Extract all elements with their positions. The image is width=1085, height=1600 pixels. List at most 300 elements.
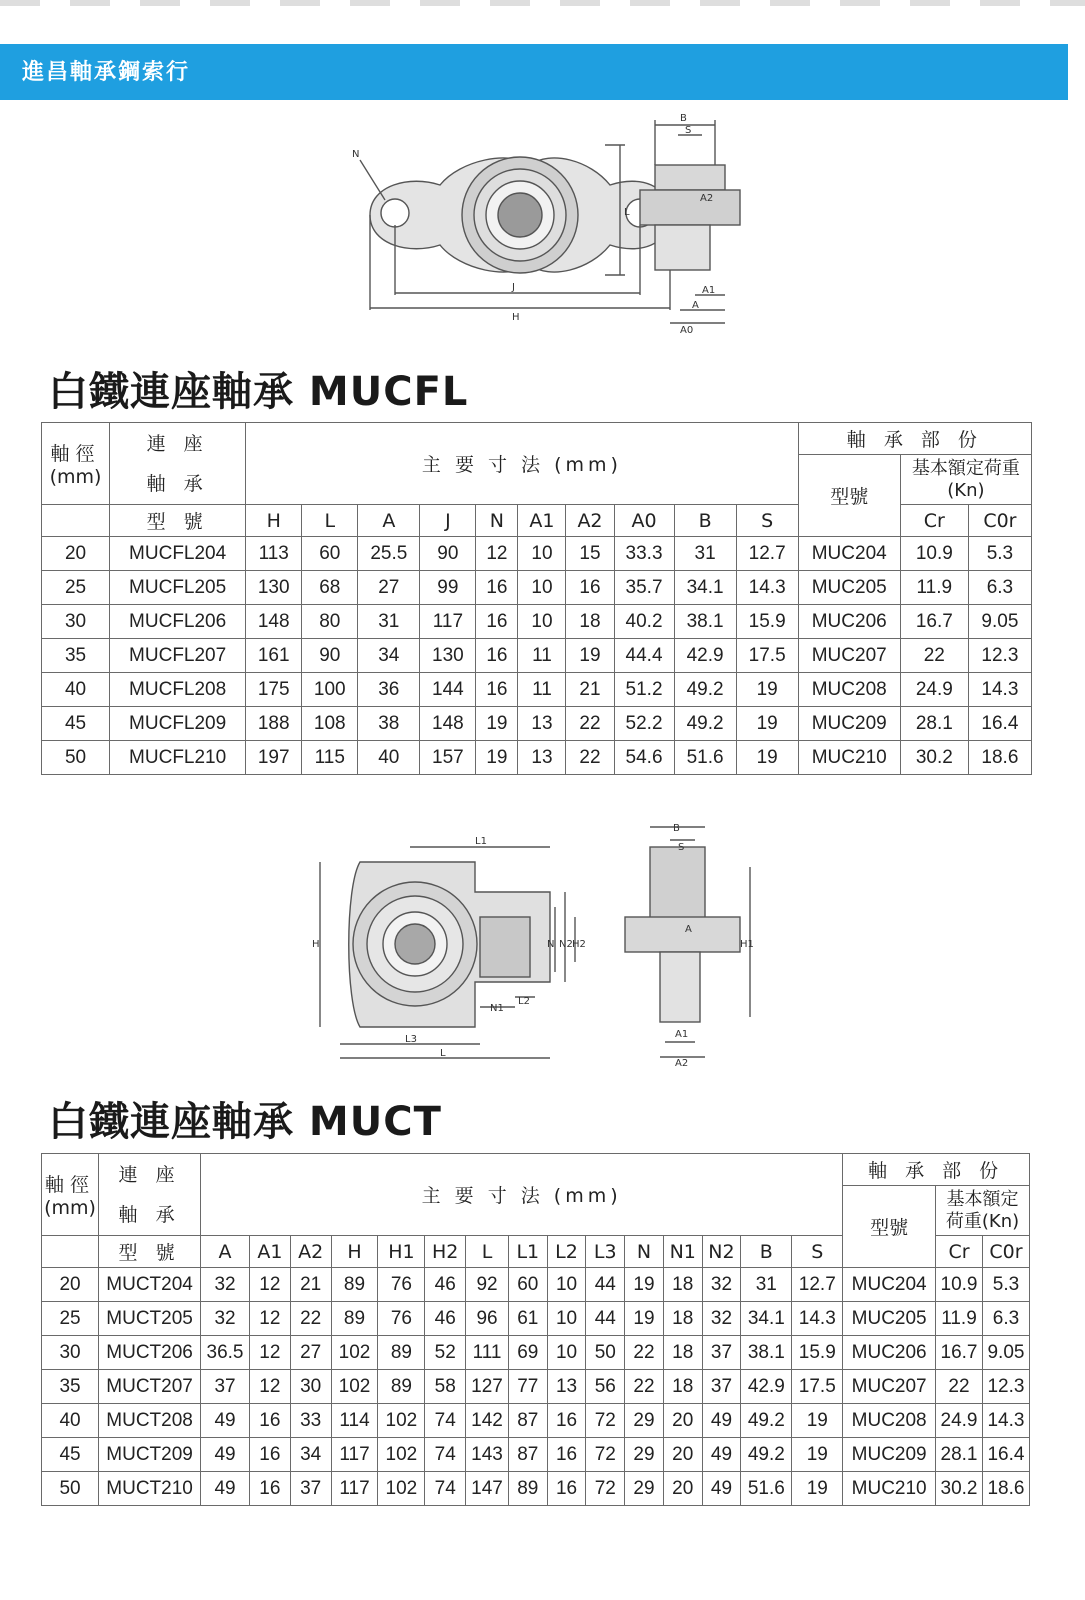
dim-col-header: L <box>302 505 358 537</box>
dim-cell: 40 <box>358 741 420 775</box>
dim-cell: 50 <box>586 1336 625 1370</box>
dim-cell: 96 <box>466 1302 509 1336</box>
table-row <box>42 1268 1030 1302</box>
dim-cell: 49 <box>702 1438 741 1472</box>
table-row <box>42 571 1032 605</box>
bearing-model-cell: MUC210 <box>798 741 900 775</box>
bearing-model-header: 型號 <box>798 455 900 537</box>
bearing-model-cell: MUC204 <box>843 1268 936 1302</box>
dim-cell: 33 <box>290 1404 331 1438</box>
bearing-model-cell: MUC204 <box>798 537 900 571</box>
drawing-label: H <box>512 312 520 323</box>
dim-cell: 34.1 <box>674 571 736 605</box>
dim-cell: 34.1 <box>741 1302 792 1336</box>
shaft-header-blank <box>42 505 110 537</box>
top-edge-strip <box>0 0 1085 6</box>
dim-cell: 51.6 <box>674 741 736 775</box>
dim-cell: 16 <box>476 673 518 707</box>
dim-col-header: S <box>736 505 798 537</box>
dim-cell: 40.2 <box>614 605 674 639</box>
dim-cell: 102 <box>331 1336 378 1370</box>
dim-cell: 18 <box>663 1370 702 1404</box>
dim-cell: 49 <box>201 1438 250 1472</box>
cr-cell: 16.7 <box>900 605 968 639</box>
c0r-cell: 5.3 <box>982 1268 1029 1302</box>
dim-cell: 49.2 <box>741 1438 792 1472</box>
shaft-cell: 20 <box>42 1268 99 1302</box>
dim-cell: 19 <box>792 1438 843 1472</box>
dim-cell: 10 <box>547 1336 586 1370</box>
dim-cell: 157 <box>420 741 476 775</box>
dim-cell: 76 <box>378 1268 425 1302</box>
dim-cell: 36.5 <box>201 1336 250 1370</box>
dim-cell: 16 <box>547 1438 586 1472</box>
dim-cell: 197 <box>246 741 302 775</box>
dim-cell: 90 <box>302 639 358 673</box>
dim-cell: 29 <box>625 1438 664 1472</box>
dim-cell: 31 <box>674 537 736 571</box>
c0r-cell: 6.3 <box>982 1302 1029 1336</box>
bearing-model-cell: MUC207 <box>843 1370 936 1404</box>
model-cell: MUCT209 <box>99 1438 201 1472</box>
dim-cell: 44 <box>586 1268 625 1302</box>
rating-header: 基本額定荷重 (Kn) <box>900 455 1031 505</box>
dim-cell: 38.1 <box>741 1336 792 1370</box>
c0r-cell: 16.4 <box>982 1438 1029 1472</box>
model-cell: MUCT204 <box>99 1268 201 1302</box>
shaft-cell: 25 <box>42 571 110 605</box>
c0r-cell: 12.3 <box>982 1370 1029 1404</box>
drawing-label: L <box>624 207 630 218</box>
dim-cell: 74 <box>425 1438 466 1472</box>
table-row <box>42 741 1032 775</box>
shaft-header: 軸徑 (mm) <box>42 1154 99 1236</box>
dim-cell: 72 <box>586 1472 625 1506</box>
dim-cell: 20 <box>663 1438 702 1472</box>
cr-cell: 16.7 <box>936 1336 983 1370</box>
dim-cell: 58 <box>425 1370 466 1404</box>
c0r-cell: 5.3 <box>968 537 1031 571</box>
model-header: 連 座 軸 承 <box>99 1154 201 1236</box>
dim-cell: 19 <box>625 1268 664 1302</box>
dim-cell: 89 <box>331 1302 378 1336</box>
shaft-cell: 30 <box>42 1336 99 1370</box>
model-cell: MUCFL210 <box>110 741 246 775</box>
dim-cell: 114 <box>331 1404 378 1438</box>
shaft-header: 軸徑 (mm) <box>42 423 110 505</box>
drawing-label: A <box>692 300 699 311</box>
dim-cell: 14.3 <box>792 1302 843 1336</box>
shaft-cell: 25 <box>42 1302 99 1336</box>
dim-cell: 12 <box>249 1370 290 1404</box>
dim-cell: 37 <box>290 1472 331 1506</box>
table-row <box>42 1438 1030 1472</box>
dim-cell: 11 <box>518 673 566 707</box>
dim-col-header: J <box>420 505 476 537</box>
dim-cell: 21 <box>290 1268 331 1302</box>
mucfl-drawing <box>340 105 760 345</box>
dim-cell: 49.2 <box>674 673 736 707</box>
drawing-label: J <box>512 282 515 293</box>
dim-cell: 19 <box>736 707 798 741</box>
drawing-label: L1 <box>475 836 487 847</box>
dim-cell: 49.2 <box>741 1404 792 1438</box>
dim-cell: 10 <box>518 571 566 605</box>
dim-cell: 22 <box>625 1370 664 1404</box>
table-row <box>42 1404 1030 1438</box>
mucfl-technical-drawing <box>340 105 760 345</box>
bearing-model-cell: MUC207 <box>798 639 900 673</box>
dim-cell: 18 <box>663 1268 702 1302</box>
table-row <box>42 1370 1030 1404</box>
dim-cell: 37 <box>702 1370 741 1404</box>
table-row <box>42 605 1032 639</box>
dim-cell: 16 <box>566 571 614 605</box>
dim-cell: 69 <box>508 1336 547 1370</box>
shaft-cell: 50 <box>42 1472 99 1506</box>
dim-cell: 142 <box>466 1404 509 1438</box>
table-row <box>42 537 1032 571</box>
dim-cell: 19 <box>476 707 518 741</box>
load-col-header: Cr <box>936 1236 983 1268</box>
dim-cell: 22 <box>625 1336 664 1370</box>
shaft-cell: 20 <box>42 537 110 571</box>
dim-cell: 19 <box>736 741 798 775</box>
dim-cell: 51.6 <box>741 1472 792 1506</box>
drawing-label: L3 <box>405 1034 417 1045</box>
muct-drawing <box>310 822 770 1067</box>
dim-cell: 19 <box>625 1302 664 1336</box>
model-cell: MUCT205 <box>99 1302 201 1336</box>
drawing-label: B <box>673 823 680 834</box>
dim-cell: 144 <box>420 673 476 707</box>
model-cell: MUCFL206 <box>110 605 246 639</box>
bearing-model-cell: MUC206 <box>798 605 900 639</box>
dim-cell: 35.7 <box>614 571 674 605</box>
model-cell: MUCFL208 <box>110 673 246 707</box>
drawing-label: A2 <box>700 193 714 204</box>
dim-cell: 44 <box>586 1302 625 1336</box>
dim-cell: 44.4 <box>614 639 674 673</box>
dim-cell: 13 <box>547 1370 586 1404</box>
dim-col-header: A1 <box>518 505 566 537</box>
drawing-label: H1 <box>740 939 754 950</box>
dim-cell: 12.7 <box>736 537 798 571</box>
cr-cell: 22 <box>900 639 968 673</box>
dim-cell: 76 <box>378 1302 425 1336</box>
dim-cell: 52.2 <box>614 707 674 741</box>
dim-col-header: A1 <box>249 1236 290 1268</box>
drawing-label: L2 <box>518 996 530 1007</box>
dim-cell: 20 <box>663 1404 702 1438</box>
dim-cell: 10 <box>547 1302 586 1336</box>
model-cell: MUCT207 <box>99 1370 201 1404</box>
dim-cell: 188 <box>246 707 302 741</box>
drawing-label: A0 <box>680 325 694 336</box>
bearing-model-cell: MUC206 <box>843 1336 936 1370</box>
model-header: 連 座 軸 承 <box>110 423 246 505</box>
dim-cell: 16 <box>249 1404 290 1438</box>
dim-cell: 34 <box>290 1438 331 1472</box>
shaft-cell: 35 <box>42 639 110 673</box>
c0r-cell: 16.4 <box>968 707 1031 741</box>
dim-col-header: B <box>674 505 736 537</box>
dim-cell: 32 <box>702 1302 741 1336</box>
company-header: 進昌軸承鋼索行 <box>0 44 1068 100</box>
dim-cell: 34 <box>358 639 420 673</box>
model-cell: MUCFL207 <box>110 639 246 673</box>
dim-cell: 10 <box>547 1268 586 1302</box>
cr-cell: 24.9 <box>936 1404 983 1438</box>
dim-cell: 11 <box>518 639 566 673</box>
load-col-header: Cr <box>900 505 968 537</box>
dim-cell: 42.9 <box>674 639 736 673</box>
dim-cell: 22 <box>566 741 614 775</box>
dim-col-header: N2 <box>702 1236 741 1268</box>
c0r-cell: 18.6 <box>982 1472 1029 1506</box>
shaft-cell: 40 <box>42 673 110 707</box>
dim-cell: 31 <box>741 1268 792 1302</box>
dim-cell: 148 <box>246 605 302 639</box>
dim-cell: 27 <box>358 571 420 605</box>
dim-cell: 72 <box>586 1404 625 1438</box>
dim-cell: 89 <box>331 1268 378 1302</box>
dim-cell: 20 <box>663 1472 702 1506</box>
dim-col-header: A2 <box>566 505 614 537</box>
dim-cell: 12 <box>476 537 518 571</box>
dim-col-header: N <box>625 1236 664 1268</box>
dim-cell: 36 <box>358 673 420 707</box>
cr-cell: 22 <box>936 1370 983 1404</box>
dim-col-header: L <box>466 1236 509 1268</box>
drawing-label: A2 <box>675 1058 689 1067</box>
dim-cell: 29 <box>625 1404 664 1438</box>
dim-cell: 49 <box>201 1472 250 1506</box>
c0r-cell: 14.3 <box>968 673 1031 707</box>
dim-cell: 42.9 <box>741 1370 792 1404</box>
dim-cell: 15 <box>566 537 614 571</box>
dim-cell: 52 <box>425 1336 466 1370</box>
dim-cell: 13 <box>518 707 566 741</box>
dim-cell: 49 <box>702 1472 741 1506</box>
model-header-row3: 型 號 <box>110 505 246 537</box>
shaft-cell: 50 <box>42 741 110 775</box>
table-row <box>42 639 1032 673</box>
bearing-model-cell: MUC209 <box>798 707 900 741</box>
c0r-cell: 9.05 <box>982 1336 1029 1370</box>
dim-cell: 32 <box>201 1268 250 1302</box>
dim-cell: 102 <box>331 1370 378 1404</box>
dim-cell: 99 <box>420 571 476 605</box>
bearing-model-cell: MUC205 <box>798 571 900 605</box>
drawing-label: S <box>685 125 692 136</box>
c0r-cell: 18.6 <box>968 741 1031 775</box>
table-row <box>42 707 1032 741</box>
dim-cell: 16 <box>476 571 518 605</box>
dim-cell: 108 <box>302 707 358 741</box>
bearing-model-cell: MUC210 <box>843 1472 936 1506</box>
cr-cell: 11.9 <box>936 1302 983 1336</box>
dim-cell: 22 <box>566 707 614 741</box>
cr-cell: 24.9 <box>900 673 968 707</box>
model-cell: MUCT206 <box>99 1336 201 1370</box>
dim-cell: 32 <box>702 1268 741 1302</box>
dim-cell: 49 <box>201 1404 250 1438</box>
dim-col-header: H <box>246 505 302 537</box>
muct-title: 白鐵連座軸承 MUCT <box>48 1099 442 1145</box>
drawing-label: L <box>440 1048 446 1059</box>
muct-technical-drawing <box>310 822 770 1067</box>
dim-cell: 17.5 <box>736 639 798 673</box>
dim-cell: 130 <box>246 571 302 605</box>
dim-cell: 12 <box>249 1302 290 1336</box>
model-cell: MUCFL209 <box>110 707 246 741</box>
dim-cell: 117 <box>420 605 476 639</box>
dim-cell: 22 <box>290 1302 331 1336</box>
dim-cell: 21 <box>566 673 614 707</box>
dim-col-header: H2 <box>425 1236 466 1268</box>
dim-cell: 87 <box>508 1404 547 1438</box>
shaft-header-blank <box>42 1236 99 1268</box>
dim-col-header: A <box>201 1236 250 1268</box>
table-row <box>42 1302 1030 1336</box>
load-col-header: C0r <box>968 505 1031 537</box>
dim-cell: 92 <box>466 1268 509 1302</box>
bearing-model-header: 型號 <box>843 1186 936 1268</box>
dim-cell: 111 <box>466 1336 509 1370</box>
drawing-label: H2 <box>572 939 586 950</box>
dim-cell: 29 <box>625 1472 664 1506</box>
dim-cell: 89 <box>378 1336 425 1370</box>
dim-cell: 12.7 <box>792 1268 843 1302</box>
dim-cell: 10 <box>518 605 566 639</box>
dim-cell: 100 <box>302 673 358 707</box>
dim-cell: 15.9 <box>736 605 798 639</box>
bearing-model-cell: MUC205 <box>843 1302 936 1336</box>
cr-cell: 10.9 <box>900 537 968 571</box>
dim-cell: 117 <box>331 1438 378 1472</box>
dim-cell: 60 <box>508 1268 547 1302</box>
dim-cell: 87 <box>508 1438 547 1472</box>
shaft-cell: 45 <box>42 707 110 741</box>
drawing-label: S <box>678 842 685 853</box>
dim-cell: 102 <box>378 1438 425 1472</box>
dim-cell: 15.9 <box>792 1336 843 1370</box>
dim-cell: 175 <box>246 673 302 707</box>
dim-col-header: L3 <box>586 1236 625 1268</box>
dim-cell: 61 <box>508 1302 547 1336</box>
cr-cell: 11.9 <box>900 571 968 605</box>
dim-col-header: N <box>476 505 518 537</box>
dim-cell: 46 <box>425 1268 466 1302</box>
dim-cell: 30 <box>290 1370 331 1404</box>
cr-cell: 10.9 <box>936 1268 983 1302</box>
dim-cell: 46 <box>425 1302 466 1336</box>
drawing-label: H <box>312 939 320 950</box>
dim-cell: 74 <box>425 1472 466 1506</box>
dim-cell: 74 <box>425 1404 466 1438</box>
dim-cell: 25.5 <box>358 537 420 571</box>
drawing-label: B <box>680 113 687 124</box>
bearing-model-cell: MUC208 <box>843 1404 936 1438</box>
cr-cell: 28.1 <box>900 707 968 741</box>
dim-cell: 32 <box>201 1302 250 1336</box>
dim-cell: 38 <box>358 707 420 741</box>
dim-cell: 60 <box>302 537 358 571</box>
muct-table-body <box>42 1268 1030 1506</box>
dim-cell: 16 <box>547 1472 586 1506</box>
cr-cell: 30.2 <box>936 1472 983 1506</box>
drawing-label: A1 <box>675 1029 689 1040</box>
load-col-header: C0r <box>982 1236 1029 1268</box>
dim-cell: 16 <box>547 1404 586 1438</box>
bearing-model-cell: MUC208 <box>798 673 900 707</box>
dim-cell: 27 <box>290 1336 331 1370</box>
dim-cell: 77 <box>508 1370 547 1404</box>
dim-cell: 12 <box>249 1268 290 1302</box>
dim-cell: 49 <box>702 1404 741 1438</box>
dims-header: 主 要 寸 法 (mm) <box>246 423 799 505</box>
mucfl-table-body <box>42 537 1032 775</box>
bearing-model-cell: MUC209 <box>843 1438 936 1472</box>
dim-cell: 68 <box>302 571 358 605</box>
table-row <box>42 673 1032 707</box>
dim-cell: 19 <box>792 1472 843 1506</box>
mucfl-title: 白鐵連座軸承 MUCFL <box>48 369 469 415</box>
dim-cell: 17.5 <box>792 1370 843 1404</box>
dim-cell: 37 <box>201 1370 250 1404</box>
cr-cell: 28.1 <box>936 1438 983 1472</box>
dim-cell: 18 <box>663 1336 702 1370</box>
drawing-label: A <box>685 924 692 935</box>
dim-col-header: A0 <box>614 505 674 537</box>
dim-cell: 38.1 <box>674 605 736 639</box>
dim-col-header: N1 <box>663 1236 702 1268</box>
drawing-label: N2 <box>559 939 573 950</box>
dim-cell: 161 <box>246 639 302 673</box>
cr-cell: 30.2 <box>900 741 968 775</box>
dim-cell: 143 <box>466 1438 509 1472</box>
dims-header: 主 要 寸 法 (mm) <box>201 1154 843 1236</box>
dim-cell: 19 <box>792 1404 843 1438</box>
dim-col-header: H1 <box>378 1236 425 1268</box>
dim-cell: 113 <box>246 537 302 571</box>
dim-col-header: A2 <box>290 1236 331 1268</box>
c0r-cell: 6.3 <box>968 571 1031 605</box>
dim-cell: 16 <box>249 1472 290 1506</box>
dim-col-header: H <box>331 1236 378 1268</box>
table-row <box>42 1336 1030 1370</box>
dim-col-header: B <box>741 1236 792 1268</box>
dim-cell: 31 <box>358 605 420 639</box>
table-row <box>42 1472 1030 1506</box>
shaft-cell: 45 <box>42 1438 99 1472</box>
dim-cell: 127 <box>466 1370 509 1404</box>
drawing-label: N1 <box>490 1003 504 1014</box>
c0r-cell: 12.3 <box>968 639 1031 673</box>
dim-cell: 72 <box>586 1438 625 1472</box>
dim-cell: 10 <box>518 537 566 571</box>
dim-cell: 12 <box>249 1336 290 1370</box>
dim-cell: 19 <box>736 673 798 707</box>
dim-cell: 102 <box>378 1472 425 1506</box>
dim-cell: 54.6 <box>614 741 674 775</box>
dim-col-header: A <box>358 505 420 537</box>
dim-cell: 16 <box>476 639 518 673</box>
dim-cell: 18 <box>663 1302 702 1336</box>
bearing-header: 軸 承 部 份 <box>798 423 1031 455</box>
dim-cell: 49.2 <box>674 707 736 741</box>
